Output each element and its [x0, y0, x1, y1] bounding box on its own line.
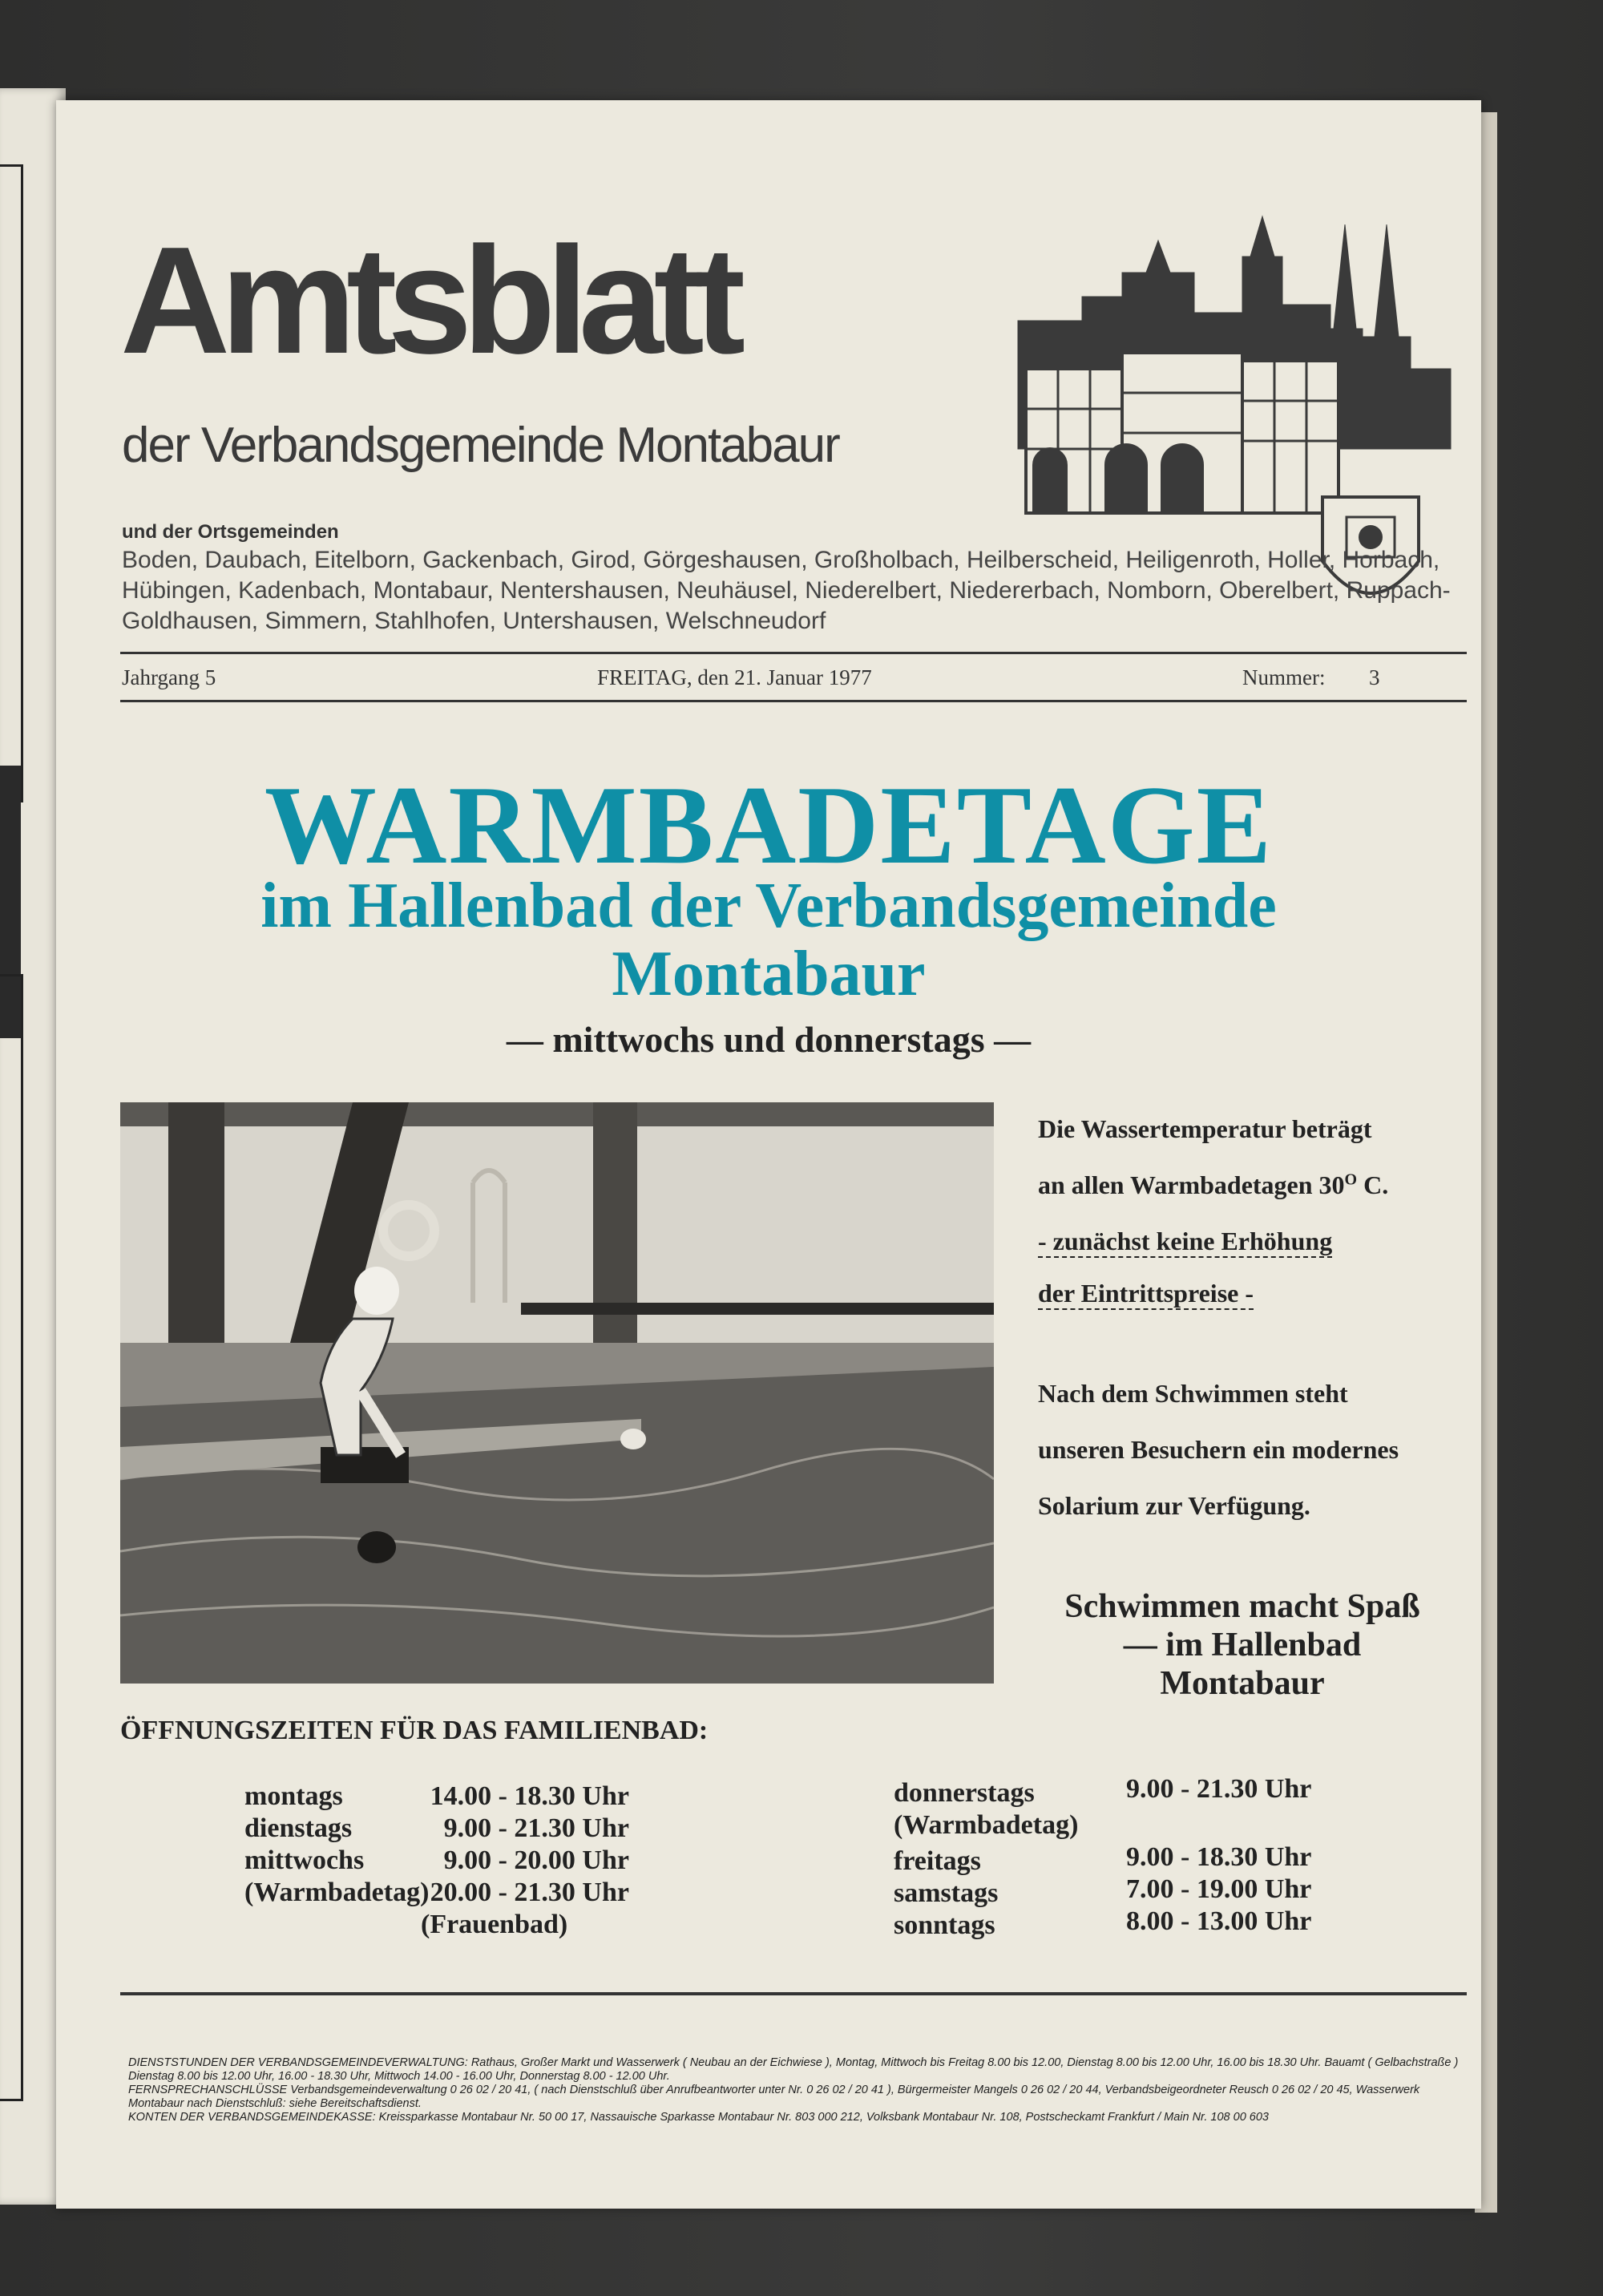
footer-info — [128, 2056, 1475, 2124]
adjacent-page-frame — [0, 164, 23, 802]
degree-sign: O — [1344, 1170, 1358, 1189]
hours-time: 7.00 - 19.00 Uhr — [1126, 1874, 1312, 1904]
hours-time: 9.00 - 21.30 Uhr — [1126, 1774, 1312, 1804]
nummer-value: 3 — [1369, 665, 1380, 689]
tagline-line2: — im Hallenbad — [1123, 1627, 1362, 1663]
hours-day-note: (Warmbadetag) — [894, 1810, 1079, 1840]
ortsgemeinden-label: und der Ortsgemeinden — [122, 521, 339, 543]
issue-date: FREITAG, den 21. Januar 1977 — [597, 665, 872, 689]
hours-day: samstags — [894, 1878, 999, 1908]
price-note-line2 — [1038, 1279, 1254, 1310]
hours-time: 9.00 - 18.30 Uhr — [1126, 1842, 1312, 1872]
swimming-pool-photo — [120, 1102, 994, 1684]
hours-day: freitags — [894, 1846, 981, 1876]
hours-time: 9.00 - 20.00 Uhr — [443, 1845, 629, 1875]
tagline-line1: Schwimmen macht Spaß — [1064, 1588, 1420, 1625]
footer-konten: KONTEN DER VERBANDSGEMEINDEKASSE: Kreissparkasse Montabaur Nr. 50 00 17, Nassauische Sparkasse Montabaur Nr. 803 000 212, Volksbank Montabaur Nr. 108, Postscheckamt Frankfurt / Main Nr. 108 00 603 — [128, 2111, 1269, 2124]
hours-time: 14.00 - 18.30 Uhr — [430, 1781, 629, 1811]
hours-day: sonntags — [894, 1910, 995, 1940]
issue-rule-top — [120, 652, 1467, 654]
solarium-line3: Solarium zur Verfügung. — [1038, 1491, 1310, 1520]
frauenbad-note: (Frauenbad) — [421, 1910, 568, 1939]
water-temp-line2 — [1038, 1170, 1388, 1200]
headline-warmbadetage: WARMBADETAGE — [264, 763, 1274, 887]
price-note-text1: - zunächst keine Erhöhung — [1038, 1227, 1332, 1258]
price-note-line1 — [1038, 1227, 1332, 1258]
temp-unit: C. — [1357, 1170, 1389, 1199]
hours-time: 20.00 - 21.30 Uhr — [430, 1878, 629, 1907]
water-temp-line1: Die Wassertemperatur beträgt — [1038, 1114, 1372, 1143]
adjacent-page-frame — [0, 974, 23, 2101]
tagline-line3: Montabaur — [1160, 1665, 1325, 1702]
price-note-text2: der Eintrittspreise - — [1038, 1279, 1254, 1310]
headline-weekdays: — mittwochs und donnerstags — — [506, 1019, 1032, 1060]
water-temp-value: an allen Warmbadetagen 30 — [1038, 1170, 1345, 1199]
hours-title: ÖFFNUNGSZEITEN FÜR DAS FAMILIENBAD: — [120, 1716, 709, 1745]
nummer-label: Nummer: — [1242, 665, 1326, 689]
hours-time: 8.00 - 13.00 Uhr — [1126, 1906, 1312, 1936]
footer-rule — [120, 1992, 1467, 1995]
jahrgang: Jahrgang 5 — [122, 665, 216, 689]
footer-dienststunden: DIENSTSTUNDEN DER VERBANDSGEMEINDEVERWALTUNG: Rathaus, Großer Markt und Wasserwerk ( Neubau an der Eichwiese ), Montag, Mittwoch bis Freitag 8.00 bis 12.00, Dienstag 8.00 bis 12.00 Uhr, 16.00 bis 18.30 Uhr. Bauamt ( Gelbachstraße ) Dienstag 8.00 bis 12.00 Uhr, 16.00 - 18.30 Uhr, Mittwoch 14.00 - 16.00 Uhr, Donnerstag 8.00 - 12.00 Uhr. — [128, 2056, 1459, 2083]
hours-day: donnerstags — [894, 1778, 1035, 1808]
hours-time: 9.00 - 21.30 Uhr — [443, 1813, 629, 1843]
headline-hallenbad: im Hallenbad der Verbandsgemeinde — [260, 871, 1277, 941]
headline-montabaur: Montabaur — [612, 939, 926, 1009]
solarium-line2: unseren Besuchern ein modernes — [1038, 1435, 1399, 1464]
solarium-line1: Nach dem Schwimmen steht — [1038, 1379, 1348, 1408]
newspaper-page — [56, 100, 1481, 2209]
masthead-title: Amtsblatt — [120, 216, 737, 386]
hours-day: dienstags — [244, 1813, 353, 1843]
hours-day: (Warmbadetag) — [244, 1878, 430, 1907]
ortsgemeinden-list: Boden, Daubach, Eitelborn, Gackenbach, Girod, Görgeshausen, Großholbach, Heilberscheid, Heiligenroth, Holler, Horbach, Hübingen, Kadenbach, Montabaur, Nentershausen, Neuhäusel, Niederelbert, Niedererbach, Nomborn, Oberelbert, Ruppach-Goldhausen, Simmern, Stahlhofen, Untershausen, Welschneudorf — [122, 547, 1451, 634]
masthead-subtitle: der Verbandsgemeinde Montabaur — [122, 418, 839, 473]
issue-rule-bottom — [120, 700, 1467, 702]
hours-day: montags — [244, 1781, 343, 1811]
footer-fernsprech: FERNSPRECHANSCHLÜSSE Verbandsgemeindeverwaltung 0 26 02 / 20 41, ( nach Dienstschluß über Anrufbeantworter unter Nr. 0 26 02 / 20 41 ), Bürgermeister Mangels 0 26 02 / 20 44, Verbandsbeigeordneter Reusch 0 26 02 / 20 45, Wasserwerk Montabaur nach Dienstschluß: siehe Bereitschaftsdienst. — [128, 2084, 1420, 2110]
hours-day: mittwochs — [244, 1845, 365, 1875]
